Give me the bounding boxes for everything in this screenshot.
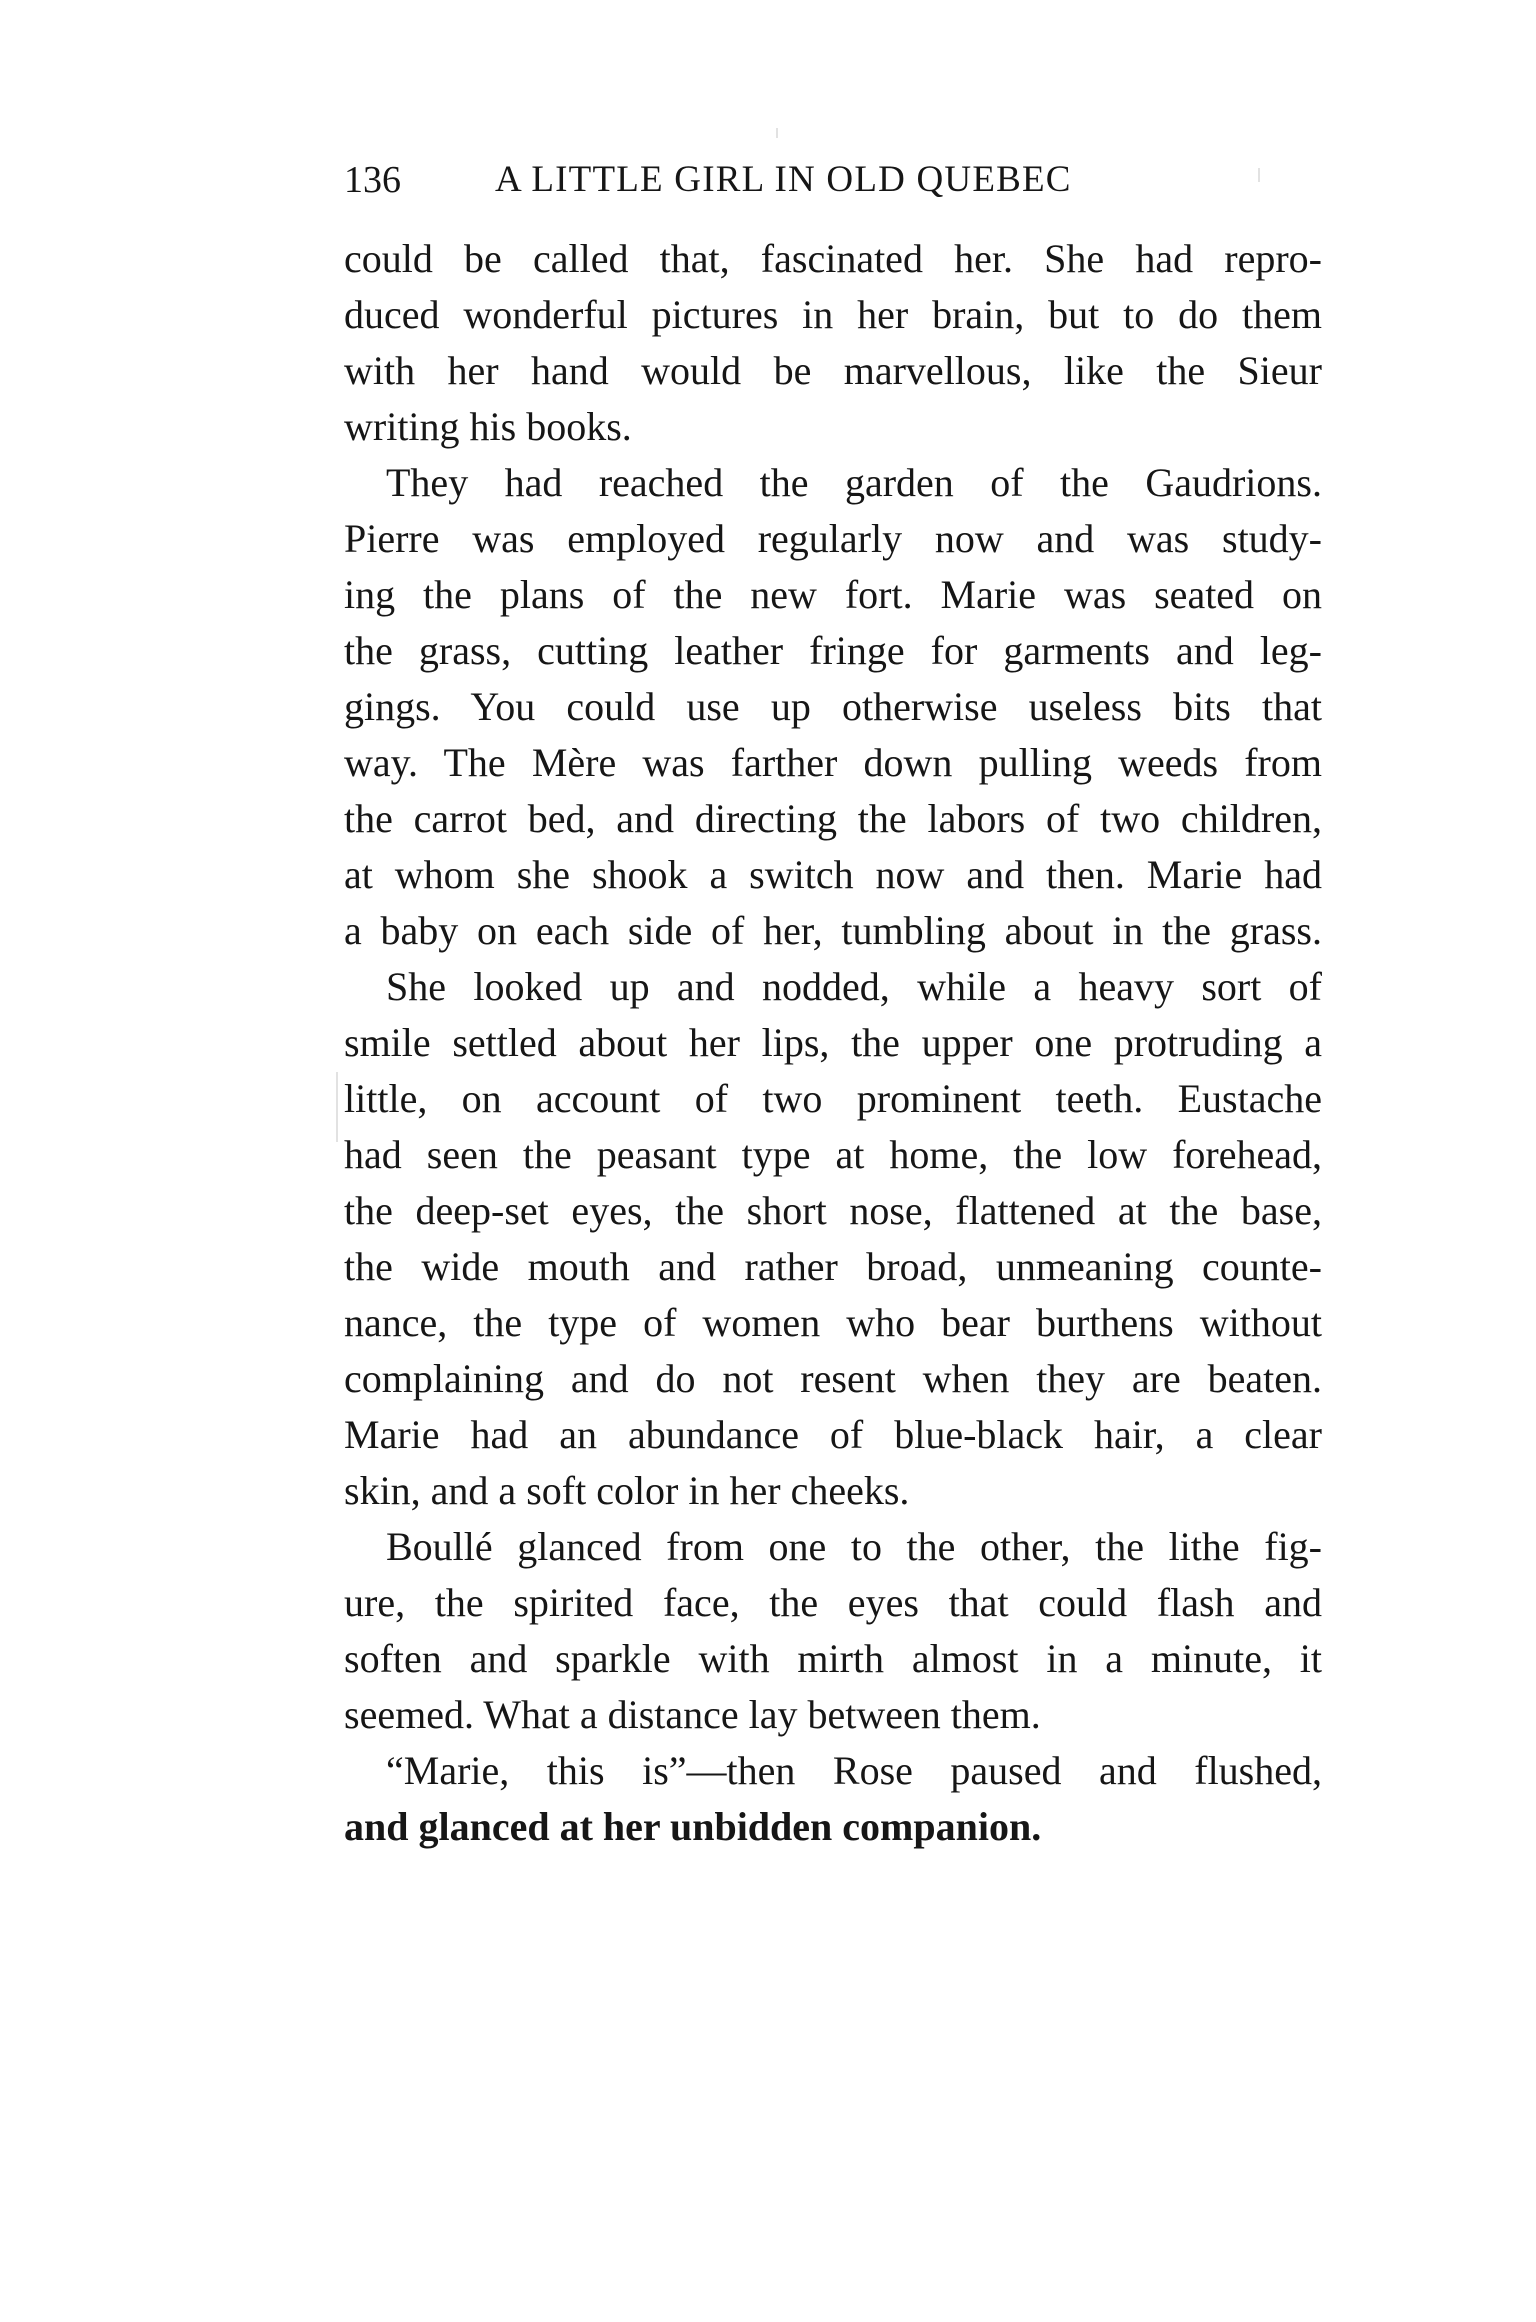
text-line: complaining and do not resent when they are beaten. xyxy=(344,1356,1322,1401)
text-line: at whom she shook a switch now and then. Marie had xyxy=(344,852,1322,897)
text-line: little, on account of two prominent teeth. Eustache xyxy=(344,1076,1322,1121)
text-line: ing the plans of the new fort. Marie was seated on xyxy=(344,572,1322,617)
text-line: Boullé glanced from one to the other, the lithe fig- xyxy=(386,1524,1322,1569)
book-title: A LITTLE GIRL IN OLD QUEBEC xyxy=(495,159,1072,200)
text-line: “Marie, this is”—then Rose paused and flushed, xyxy=(386,1748,1322,1793)
text-line: She looked up and nodded, while a heavy sort of xyxy=(386,964,1322,1009)
text-line: soften and sparkle with mirth almost in a minute, it xyxy=(344,1636,1322,1681)
text-line: nance, the type of women who bear burthens without xyxy=(344,1300,1322,1345)
running-head xyxy=(344,155,1324,205)
text-line: Pierre was employed regularly now and was study- xyxy=(344,516,1322,561)
text-line: the grass, cutting leather fringe for garments and leg- xyxy=(344,628,1322,673)
text-line: and glanced at her unbidden companion. xyxy=(344,1804,1042,1849)
text-line: could be called that, fascinated her. She had repro- xyxy=(344,236,1322,281)
text-line: a baby on each side of her, tumbling about in the grass. xyxy=(344,908,1322,953)
text-line: had seen the peasant type at home, the low forehead, xyxy=(344,1132,1322,1177)
text-line: ure, the spirited face, the eyes that could flash and xyxy=(344,1580,1322,1625)
text-line: the wide mouth and rather broad, unmeaning counte- xyxy=(344,1244,1322,1289)
text-line: Marie had an abundance of blue-black hair, a clear xyxy=(344,1412,1322,1457)
body-text xyxy=(344,231,1322,1855)
text-line: the deep-set eyes, the short nose, flattened at the base, xyxy=(344,1188,1322,1233)
text-line: duced wonderful pictures in her brain, but to do them xyxy=(344,292,1322,337)
text-line: seemed. What a distance lay between them. xyxy=(344,1692,1041,1737)
text-line: gings. You could use up otherwise useless bits that xyxy=(344,684,1322,729)
scan-mark xyxy=(1258,168,1260,182)
text-line: skin, and a soft color in her cheeks. xyxy=(344,1468,910,1513)
text-line: way. The Mère was farther down pulling weeds from xyxy=(344,740,1322,785)
page-number: 136 xyxy=(344,159,401,201)
scan-mark xyxy=(776,128,778,138)
text-line: writing his books. xyxy=(344,404,632,449)
text-line: with her hand would be marvellous, like the Sieur xyxy=(344,348,1322,393)
scan-mark xyxy=(336,1072,338,1142)
text-line: smile settled about her lips, the upper one protruding a xyxy=(344,1020,1322,1065)
text-line: the carrot bed, and directing the labors of two children, xyxy=(344,796,1322,841)
text-line: They had reached the garden of the Gaudrions. xyxy=(386,460,1322,505)
